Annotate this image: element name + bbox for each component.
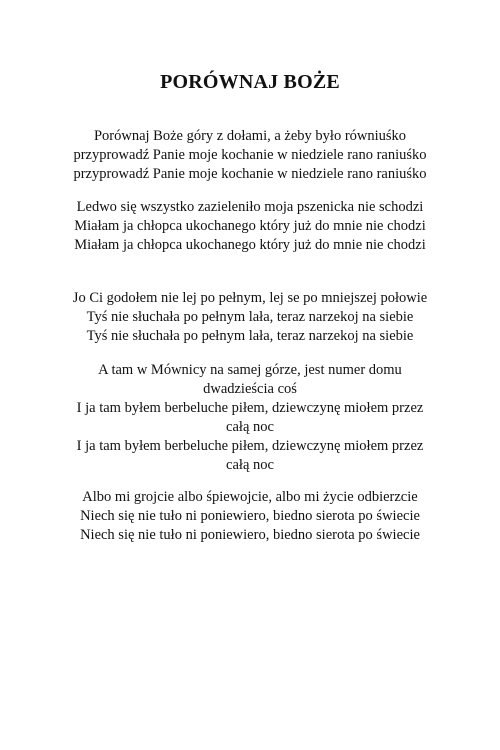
stanza-1 [0,127,500,184]
lyric-line: Ledwo się wszystko zazieleniło moja pszenicka nie schodzi [76,199,424,215]
stanza-4 [0,361,500,475]
lyric-line: Miałam ja chłopca ukochanego który już do mnie nie chodzi [74,218,426,234]
lyric-line: I ja tam byłem berbeluche piłem, dziewczynę miołem przez [76,400,424,416]
song-title: PORÓWNAJ BOŻE [160,71,340,93]
lyric-line: Miałam ja chłopca ukochanego który już do mnie nie chodzi [74,237,426,253]
lyric-line: Albo mi grojcie albo śpiewojcie, albo mi życie odbierzcie [82,489,418,505]
lyric-line: A tam w Mównicy na samej górze, jest numer domu [98,362,402,378]
lyric-line: Niech się nie tuło ni poniewiero, biedno sierota po świecie [80,527,420,543]
lyric-line: Tyś nie słuchała po pełnym lała, teraz narzekoj na siebie [86,328,414,344]
lyric-line: Niech się nie tuło ni poniewiero, biedno sierota po świecie [80,508,420,524]
lyric-line: przyprowadź Panie moje kochanie w niedziele rano raniuśko [73,166,427,182]
lyric-line: Porównaj Boże góry z dołami, a żeby było równiuśko [93,128,407,144]
stanza-5 [0,488,500,545]
lyric-line: przyprowadź Panie moje kochanie w niedziele rano raniuśko [73,147,427,163]
lyric-line: całą noc [226,457,274,473]
lyric-line: całą noc [226,419,274,435]
lyric-line: dwadzieścia coś [203,381,297,397]
stanza-2 [0,198,500,255]
lyric-line: Tyś nie słuchała po pełnym lała, teraz narzekoj na siebie [86,309,414,325]
stanza-3 [0,289,500,346]
lyric-line: I ja tam byłem berbeluche piłem, dziewczynę miołem przez [76,438,424,454]
lyric-line: Jo Ci godołem nie lej po pełnym, lej se po mniejszej połowie [72,290,428,306]
